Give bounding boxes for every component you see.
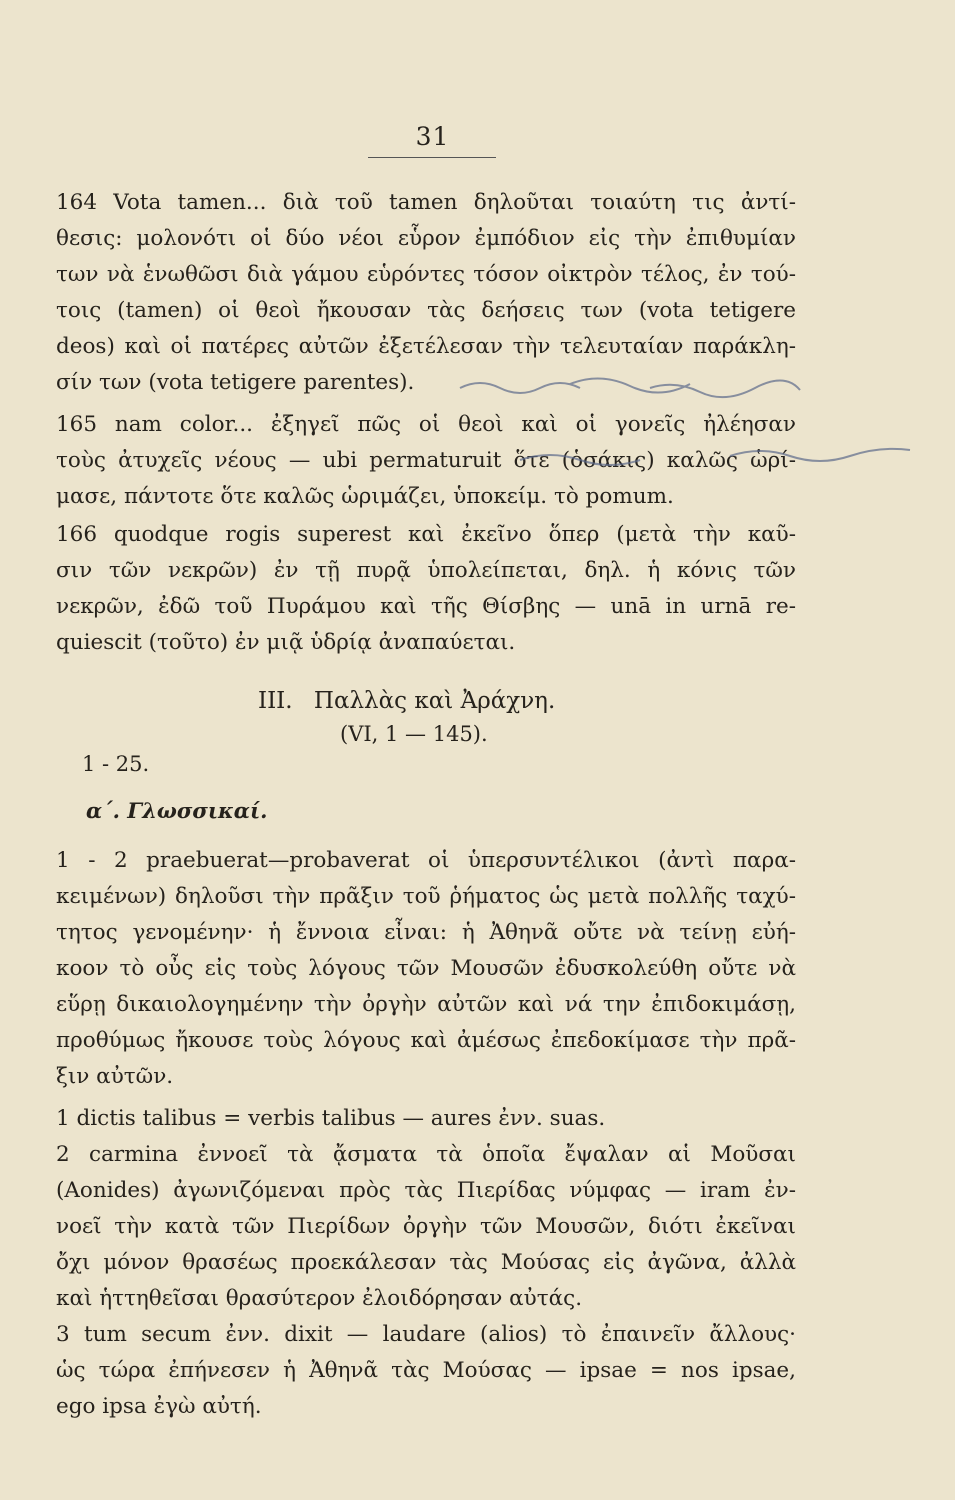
text-line: (Aonides) ἀγωνιζόμεναι πρὸς τὰς Πιερίδας νύμφας — iram ἐν-	[56, 1178, 796, 1203]
text-line: 1 - 2 praebuerat—probaverat οἱ ὑπερσυντέλικοι (ἀντὶ παρα-	[56, 848, 796, 873]
text-line: τοὺς ἀτυχεῖς νέους — ubi permaturuit ὅτε (ὁσάκις) καλῶς ὡρί-	[56, 448, 796, 473]
text-line: σιν τῶν νεκρῶν) ἐν τῇ πυρᾷ ὑπολείπεται, δηλ. ἡ κόνις τῶν	[56, 558, 796, 583]
text-line: 3 tum secum ἐνν. dixit — laudare (alios) τὸ ἐπαινεῖν ἄλλους·	[56, 1322, 796, 1347]
text-line: 2 carmina ἐννοεῖ τὰ ᾄσματα τὰ ὁποῖα ἔψαλαν αἱ Μοῦσαι	[56, 1142, 796, 1167]
text-line: τητος γενομένην· ἡ ἔννοια εἶναι: ἡ Ἀθηνᾶ οὔτε νὰ τείνῃ εὐή-	[56, 920, 796, 945]
handwritten-annotation	[430, 360, 950, 480]
text-line: θεσις: μολονότι οἱ δύο νέοι εὗρον ἐμπόδιον εἰς τὴν ἐπιθυμίαν	[56, 226, 796, 251]
page-number-rule	[368, 157, 496, 158]
section-numeral: III.	[258, 688, 293, 714]
page-number: 31	[415, 122, 450, 151]
text-line: 166 quodque rogis superest καὶ ἐκεῖνο ὅπερ (μετὰ τὴν καῦ-	[56, 522, 796, 547]
text-line: σίν των (vota tetigere parentes).	[56, 370, 415, 395]
text-line: νοεῖ τὴν κατὰ τῶν Πιερίδων ὀργὴν τῶν Μουσῶν, διότι ἐκεῖναι	[56, 1214, 796, 1239]
text-line: εὕρῃ δικαιολογημένην τὴν ὀργὴν αὐτῶν καὶ νά την ἐπιδοκιμάσῃ,	[56, 992, 796, 1017]
text-line: προθύμως ἤκουσε τοὺς λόγους καὶ ἀμέσως ἐπεδοκίμασε τὴν πρᾶ-	[56, 1028, 796, 1053]
text-line: ὡς τώρα ἐπήνεσεν ἡ Ἀθηνᾶ τὰς Μούσας — ipsae = nos ipsae,	[56, 1358, 796, 1383]
text-line: quiescit (τοῦτο) ἐν μιᾷ ὑδρίᾳ ἀναπαύεται.	[56, 630, 516, 655]
text-line: ego ipsa ἐγὼ αὐτή.	[56, 1394, 262, 1419]
subheading: α΄. Γλωσσικαί.	[86, 798, 268, 823]
section-heading	[258, 688, 555, 714]
text-line: deos) καὶ οἱ πατέρες αὐτῶν ἐξετέλεσαν τὴν τελευταίαν παράκλη-	[56, 334, 796, 359]
section-title: Παλλὰς καὶ Ἀράχνη.	[313, 688, 556, 714]
text-line: 1 dictis talibus = verbis talibus — aures ἐνν. suas.	[56, 1106, 606, 1131]
text-line: κειμένων) δηλοῦσι τὴν πρᾶξιν τοῦ ῥήματος ὡς μετὰ πολλῆς ταχύ-	[56, 884, 796, 909]
text-line: τοις (tamen) οἱ θεοὶ ἤκουσαν τὰς δεήσεις των (vota tetigere	[56, 298, 796, 323]
text-line: νεκρῶν, ἐδῶ τοῦ Πυράμου καὶ τῆς Θίσβης — unā in urnā re-	[56, 594, 796, 619]
section-reference: (VI, 1 — 145).	[340, 722, 488, 746]
text-line: των νὰ ἑνωθῶσι διὰ γάμου εὑρόντες τόσον οἰκτρὸν τέλος, ἐν τού-	[56, 262, 796, 287]
text-line: κοον τὸ οὖς εἰς τοὺς λόγους τῶν Μουσῶν ἐδυσκολεύθη οὔτε νὰ	[56, 956, 796, 981]
text-line: καὶ ἡττηθεῖσαι θρασύτερον ἐλοιδόρησαν αὐτάς.	[56, 1286, 583, 1311]
text-line: ξιν αὐτῶν.	[56, 1064, 174, 1089]
text-line: 164 Vota tamen... διὰ τοῦ tamen δηλοῦται τοιαύτη τις ἀντί-	[56, 190, 796, 215]
text-line: μασε, πάντοτε ὅτε καλῶς ὡριμάζει, ὑποκείμ. τὸ pomum.	[56, 484, 674, 509]
verse-range: 1 - 25.	[82, 752, 150, 776]
text-line: ὄχι μόνον θρασέως προεκάλεσαν τὰς Μούσας εἰς ἀγῶνα, ἀλλὰ	[56, 1250, 796, 1275]
text-line: 165 nam color... ἐξηγεῖ πῶς οἱ θεοὶ καὶ οἱ γονεῖς ἠλέησαν	[56, 412, 796, 437]
